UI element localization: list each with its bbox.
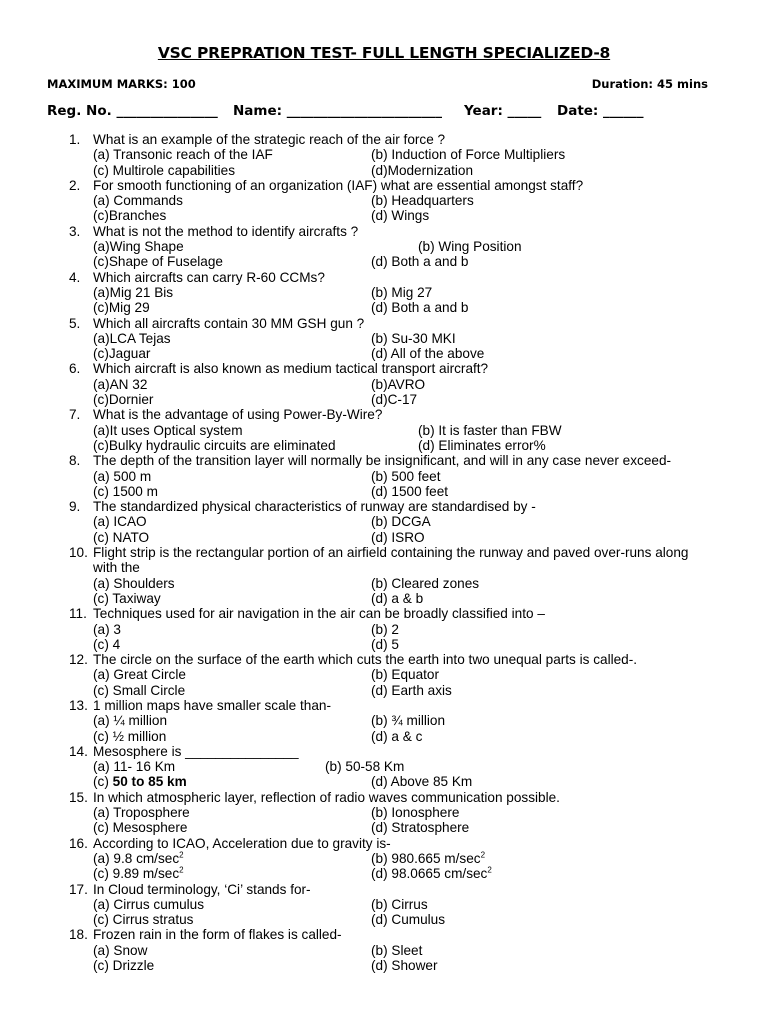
superscript: 2 [487, 865, 492, 875]
option-a: (a) Troposphere [93, 805, 190, 821]
question-number: 6. [69, 361, 81, 377]
question-text: In which atmospheric layer, reflection of radio waves communication possible. [93, 789, 560, 805]
option-d-text: (d) 98.0665 cm/sec [371, 866, 488, 882]
question-text: Flight strip is the rectangular portion of an airfield containing the runway and paved over-runs along [93, 545, 689, 561]
question-list [0, 132, 768, 973]
question-3 [0, 224, 768, 270]
option-d: (d) Above 85 Km [371, 774, 473, 790]
option-d: (d) a & c [371, 728, 423, 744]
question-9 [0, 499, 768, 545]
option-b: (b) 2 [371, 621, 399, 637]
option-c: (c) Taxiway [93, 590, 161, 606]
question-number: 18. [69, 927, 88, 943]
option-a: (a) 11- 16 Km [93, 759, 176, 775]
option-d [371, 866, 492, 881]
question-number: 12. [69, 652, 88, 668]
option-d: (d) All of the above [371, 346, 485, 362]
option-c: (c) 1500 m [93, 483, 158, 499]
option-d: (d) 1500 feet [371, 483, 449, 499]
option-b: (b) ¾ million [371, 713, 446, 729]
option-d: (d) Both a and b [371, 300, 469, 316]
option-b [371, 851, 485, 866]
option-b: (b) Wing Position [418, 239, 522, 255]
question-text: Which all aircrafts contain 30 MM GSH gun ? [93, 315, 365, 331]
maximum-marks: MAXIMUM MARKS: 100 [47, 77, 196, 91]
option-a: (a) Snow [93, 942, 148, 958]
question-number: 16. [69, 835, 88, 851]
option-c: (c) Drizzle [93, 958, 155, 974]
question-text: According to ICAO, Acceleration due to gravity is- [93, 835, 391, 851]
option-c [93, 774, 187, 789]
question-text: 1 million maps have smaller scale than- [93, 697, 331, 713]
question-12 [0, 652, 768, 698]
question-text: Techniques used for air navigation in the air can be broadly classified into – [93, 606, 545, 622]
question-number: 8. [69, 453, 81, 469]
option-c: (c) ½ million [93, 728, 167, 744]
option-c-text: (c) 9.89 m/sec [93, 866, 180, 882]
question-number: 14. [69, 743, 88, 759]
option-c: (c) Cirrus stratus [93, 912, 194, 928]
option-b: (b) Mig 27 [371, 284, 433, 300]
question-number: 15. [69, 789, 88, 805]
option-d: (d)Modernization [371, 162, 473, 178]
option-a: (a) Cirrus cumulus [93, 896, 205, 912]
option-d: (d) Eliminates error% [418, 437, 546, 453]
option-d: (d) Stratosphere [371, 820, 470, 836]
marks-duration-row [47, 77, 708, 93]
page-title: VSC PREPRATION TEST- FULL LENGTH SPECIALIZED-8 [157, 44, 611, 62]
option-a: (a)It uses Optical system [93, 422, 243, 438]
option-a: (a) Shoulders [93, 575, 175, 591]
option-b: (b) 500 feet [371, 468, 441, 484]
option-c: (c)Jaguar [93, 346, 151, 362]
duration: Duration: 45 mins [591, 77, 708, 91]
question-text: Which aircrafts can carry R-60 CCMs? [93, 269, 325, 285]
option-a-text: (a) 9.8 cm/sec [93, 850, 180, 866]
question-text: For smooth functioning of an organization (IAF) what are essential amongst staff? [93, 177, 584, 193]
option-b: (b) Headquarters [371, 193, 474, 209]
question-text: The standardized physical characteristics of runway are standardised by - [93, 499, 536, 515]
superscript: 2 [179, 865, 184, 875]
option-c: (c)Branches [93, 208, 167, 224]
option-c: (c)Mig 29 [93, 300, 150, 316]
option-a: (a) ¼ million [93, 713, 168, 729]
question-18 [0, 927, 768, 973]
option-a: (a) Great Circle [93, 667, 186, 683]
question-15 [0, 790, 768, 836]
option-c: (c) NATO [93, 529, 150, 545]
option-d: (d) 5 [371, 636, 399, 652]
option-d: (d) Wings [371, 208, 430, 224]
candidate-details-row [47, 103, 727, 123]
question-number: 1. [69, 132, 81, 147]
question-number: 11. [69, 606, 87, 622]
option-b-text: (b) 980.665 m/sec [371, 850, 481, 866]
question-11 [0, 606, 768, 652]
option-a: (a)AN 32 [93, 376, 148, 392]
question-number: 10. [69, 545, 88, 561]
option-c: (c)Shape of Fuselage [93, 254, 223, 270]
option-a: (a)LCA Tejas [93, 330, 171, 346]
option-d: (d) Shower [371, 958, 438, 974]
option-c-prefix: (c) [93, 774, 113, 790]
option-a: (a) Transonic reach of the IAF [93, 147, 273, 163]
option-b: (b) DCGA [371, 514, 431, 530]
question-13 [0, 698, 768, 744]
question-17 [0, 882, 768, 928]
option-b: (b) Sleet [371, 942, 423, 958]
option-b: (b) Su-30 MKI [371, 330, 456, 346]
question-1 [0, 132, 768, 178]
option-c: (c) 4 [93, 636, 121, 652]
option-c [93, 866, 184, 881]
question-7 [0, 407, 768, 453]
year-field: Year: _____ [464, 103, 542, 119]
question-text: What is the advantage of using Power-By-Wire? [93, 407, 383, 423]
option-b: (b)AVRO [371, 376, 426, 392]
option-a [93, 851, 184, 866]
question-number: 4. [69, 269, 81, 285]
question-number: 3. [69, 223, 81, 239]
question-number: 2. [69, 177, 81, 193]
name-field: Name: _______________________ [233, 103, 442, 119]
option-b: (b) It is faster than FBW [418, 422, 562, 438]
reg-no-field: Reg. No. _______________ [47, 103, 218, 119]
question-2 [0, 178, 768, 224]
option-b: (b) 50-58 Km [325, 759, 405, 775]
question-16 [0, 836, 768, 882]
question-number: 9. [69, 499, 81, 515]
question-text: The circle on the surface of the earth which cuts the earth into two unequal parts is called-. [93, 652, 638, 668]
question-number: 5. [69, 315, 81, 331]
option-b: (b) Ionosphere [371, 805, 460, 821]
question-text: What is not the method to identify aircrafts ? [93, 223, 359, 239]
option-a: (a) ICAO [93, 514, 147, 530]
option-a: (a) 3 [93, 621, 121, 637]
option-c: (c) Multirole capabilities [93, 162, 236, 178]
option-b: (b) Induction of Force Multipliers [371, 147, 566, 163]
question-text-continued: with the [93, 560, 140, 576]
option-c: (c) Mesosphere [93, 820, 188, 836]
option-b: (b) Cleared zones [371, 575, 480, 591]
option-d: (d) a & b [371, 590, 424, 606]
question-4 [0, 270, 768, 316]
question-number: 13. [69, 697, 88, 713]
option-d: (d) Cumulus [371, 912, 446, 928]
superscript: 2 [480, 850, 486, 860]
option-a: (a)Mig 21 Bis [93, 284, 174, 300]
question-text: The depth of the transition layer will normally be insignificant, and will in any case never exceed- [93, 453, 672, 469]
question-text: Frozen rain in the form of flakes is called- [93, 927, 342, 943]
question-8 [0, 453, 768, 499]
option-c: (c)Bulky hydraulic circuits are eliminated [93, 437, 336, 453]
option-d: (d)C-17 [371, 392, 418, 408]
option-d: (d) ISRO [371, 529, 425, 545]
option-d: (d) Earth axis [371, 682, 452, 698]
question-14 [0, 744, 768, 790]
question-text: Mesosphere is _______________ [93, 743, 299, 759]
option-b: (b) Equator [371, 667, 440, 683]
question-10 [0, 545, 768, 606]
option-b: (b) Cirrus [371, 896, 428, 912]
option-c: (c)Dornier [93, 392, 154, 408]
question-5 [0, 316, 768, 362]
option-c-answer: 50 to 85 km [112, 774, 187, 790]
question-number: 7. [69, 407, 81, 423]
superscript: 2 [179, 850, 184, 860]
option-a: (a) Commands [93, 193, 183, 209]
option-a: (a)Wing Shape [93, 239, 184, 255]
option-d: (d) Both a and b [371, 254, 469, 270]
date-field: Date: ______ [557, 103, 644, 119]
question-text: What is an example of the strategic reach of the air force ? [93, 132, 446, 147]
question-text: Which aircraft is also known as medium tactical transport aircraft? [93, 361, 489, 377]
option-c: (c) Small Circle [93, 682, 186, 698]
question-number: 17. [69, 881, 88, 897]
option-a: (a) 500 m [93, 468, 152, 484]
question-text: In Cloud terminology, ‘Ci’ stands for- [93, 881, 311, 897]
question-6 [0, 361, 768, 407]
